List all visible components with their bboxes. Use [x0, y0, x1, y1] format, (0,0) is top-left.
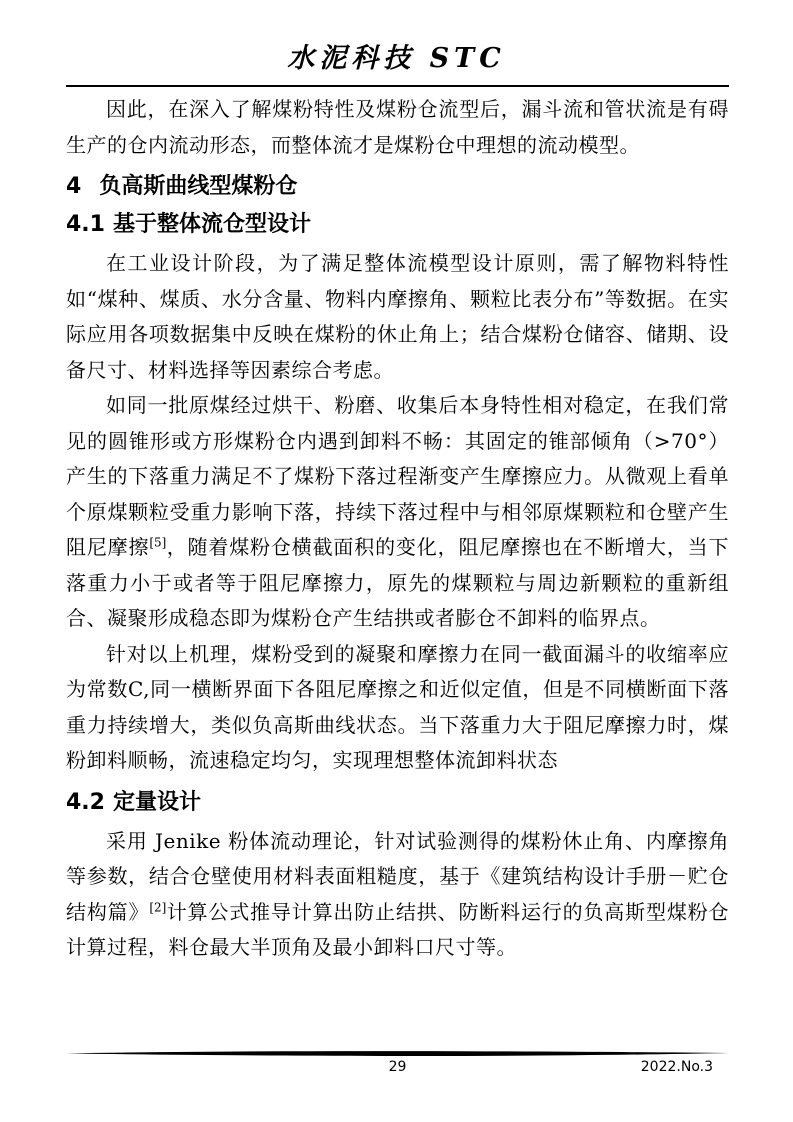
quantitative-text-post: 计算公式推导计算出防止结拱、防断料运行的负高斯型煤粉仓计算过程，料仓最大半顶角及最小卸料口尺寸等。 — [66, 899, 730, 959]
section-4-heading — [66, 172, 729, 201]
issue-label: 2022.No.3 — [640, 1059, 713, 1075]
section-4-1-title: 基于整体流仓型设计 — [112, 212, 311, 237]
header-rule — [66, 85, 729, 87]
section-4-1-number: 4.1 — [66, 212, 105, 237]
intro-paragraph: 因此，在深入了解煤粉特性及煤粉仓流型后，漏斗流和管状流是有碍生产的仓内流动形态，而整体流才是煤粉仓中理想的流动模型。 — [66, 97, 729, 157]
mechanism-text-post: ，随着煤粉仓横截面积的变化，阻尼摩擦也在不断增大，当下落重力小于或者等于阻尼摩擦力，原先的煤颗粒与周边新颗粒的重新组合、凝聚形成稳态即为煤粉仓产生结拱或者膨仓不卸料的临界点。 — [66, 535, 730, 630]
quantitative-text-pre: 采用 Jenike 粉体流动理论，针对试验测得的煤粉休止角、内摩擦角等参数，结合仓壁使用材料表面粗糙度，基于《建筑结构设计手册－贮仓结构篇》 — [66, 828, 729, 924]
citation-ref-2: [2] — [149, 899, 167, 914]
document-body — [66, 92, 729, 966]
mechanism-paragraph — [66, 388, 729, 637]
section-4-1-heading — [66, 210, 729, 239]
footer-text-row — [66, 1057, 729, 1077]
section-4-2-title: 定量设计 — [112, 789, 201, 815]
design-basis-paragraph: 在工业设计阶段，为了满足整体流模型设计原则，需了解物料特性如“煤种、煤质、水分含量、物料内摩擦角、颗粒比表分布”等数据。在实际应用各项数据集中反映在煤粉的休止角上；结合煤粉仓储容、储期、设备尺寸、材料选择等因素综合考虑。 — [66, 251, 729, 382]
section-4-number: 4 — [66, 174, 82, 199]
mechanism-text-pre: 如同一批原煤经过烘干、粉磨、收集后本身特性相对稳定，在我们常见的圆锥形或方形煤粉仓内遇到卸料不畅：其固定的锥部倾角（>70°）产生的下落重力满足不了煤粉下落过程渐变产生摩擦应力。从微观上看单个原煤颗粒受重力影响下落，持续下落过程中与相邻原煤颗粒和仓壁产生阻尼摩擦 — [66, 393, 729, 559]
page-footer — [66, 1050, 729, 1077]
citation-ref-5: [5] — [149, 535, 167, 550]
gauss-curve-paragraph: 针对以上机理，煤粉受到的凝聚和摩擦力在同一截面漏斗的收缩率应为常数C,同一横断界面下各阻尼摩擦之和近似定值，但是不同横断面下落重力持续增大，类似负高斯曲线状态。当下落重力大于阻尼摩擦力时，煤粉卸料顺畅，流速稳定均匀，实现理想整体流卸料状态 — [66, 641, 729, 772]
journal-header-title: 水泥科技 STC — [287, 43, 506, 74]
section-4-title: 负高斯曲线型煤粉仓 — [99, 174, 298, 199]
section-4-2-number: 4.2 — [66, 789, 105, 815]
quantitative-design-paragraph — [66, 824, 729, 966]
section-4-2-heading — [66, 788, 729, 817]
footer-rule — [66, 1050, 729, 1057]
page-number: 29 — [388, 1059, 407, 1075]
